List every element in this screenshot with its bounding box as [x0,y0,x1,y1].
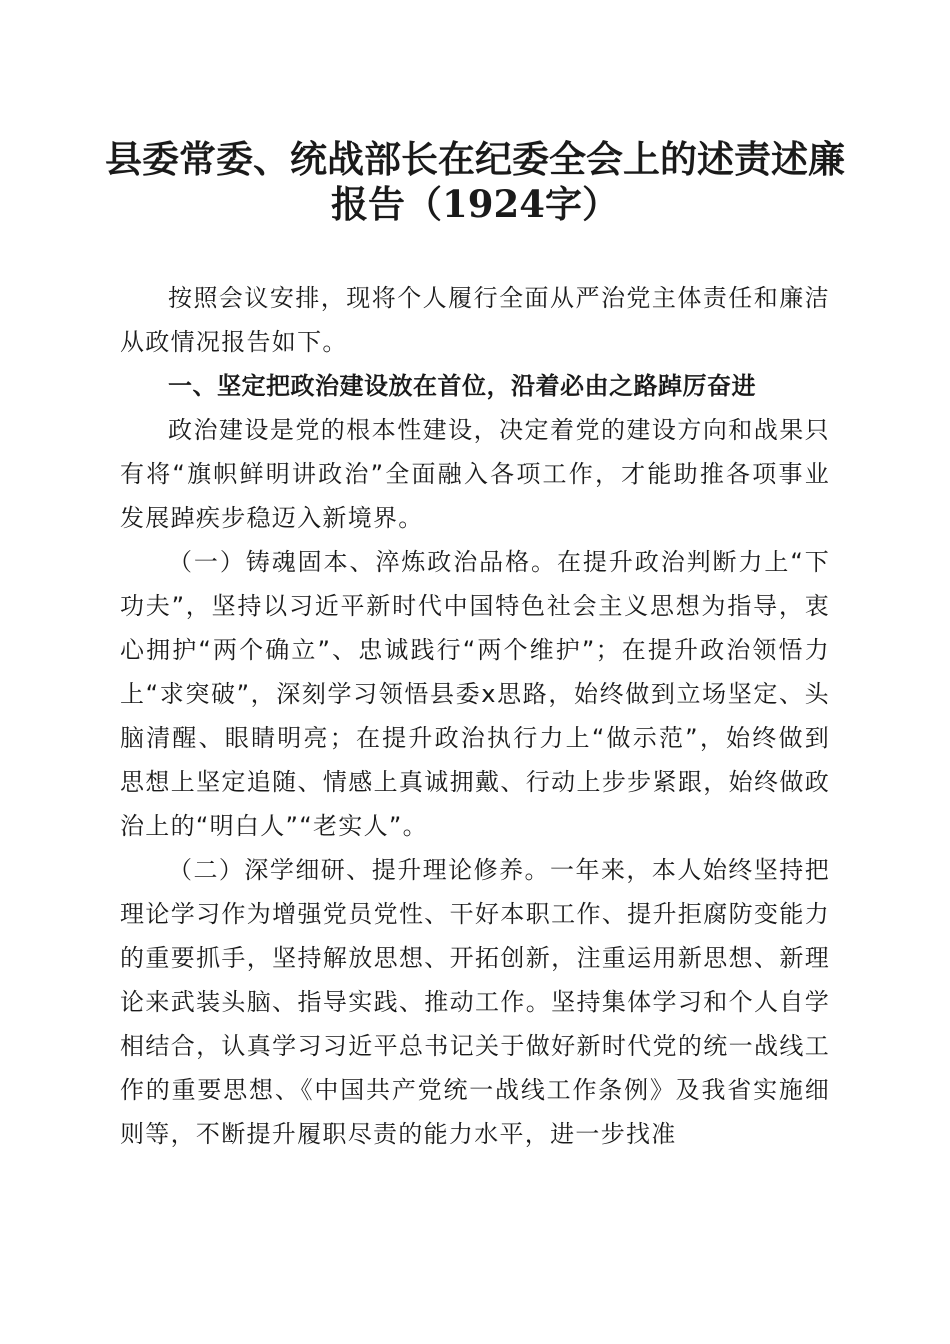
political-building-paragraph: 政治建设是党的根本性建设，决定着党的建设方向和战果只有将“旗帜鲜明讲政治”全面融入各项工作，才能助推各项事业发展踔疾步稳迈入新境界。 [120,416,830,532]
subsection-1-lead: （一）铸魂固本、淬炼政治品格。 [168,548,557,576]
subsection-1-paragraph [120,540,830,848]
document-title-line-1: 县委常委、统战部长在纪委全会上的述责述廉 [105,137,845,181]
document-title-line-2: 报告（1924字） [331,182,619,226]
subsection-2-lead: （二）深学细研、提升理论修养。 [168,856,551,884]
section-heading-1: 一、坚定把政治建设放在首位，沿着必由之路踔厉奋进 [168,372,756,400]
intro-paragraph: 按照会议安排，现将个人履行全面从严治党主体责任和廉洁从政情况报告如下。 [120,284,830,356]
subsection-2-paragraph [120,848,830,1156]
subsection-1-body: 在提升政治判断力上“下功夫”，坚持以习近平新时代中国特色社会主义思想为指导，衷心拥护“两个确立”、忠诚践行“两个维护”；在提升政治领悟力上“求突破”，深刻学习领悟县委x思路，始终做到立场坚定、头脑清醒、眼睛明亮；在提升政治执行力上“做示范”，始终做到思想上坚定追随、情感上真诚拥戴、行动上步步紧跟，始终做政治上的“明白人”“老实人”。 [120,548,831,840]
subsection-2-body: 一年来，本人始终坚持把理论学习作为增强党员党性、干好本职工作、提升拒腐防变能力的重要抓手，坚持解放思想、开拓创新，注重运用新思想、新理论来武装头脑、指导实践、推动工作。坚持集体学习和个人自学相结合，认真学习习近平总书记关于做好新时代党的统一战线工作的重要思想、《中国共产党统一战线工作条例》及我省实施细则等，不断提升履职尽责的能力水平，进一步找准 [120,856,830,1148]
